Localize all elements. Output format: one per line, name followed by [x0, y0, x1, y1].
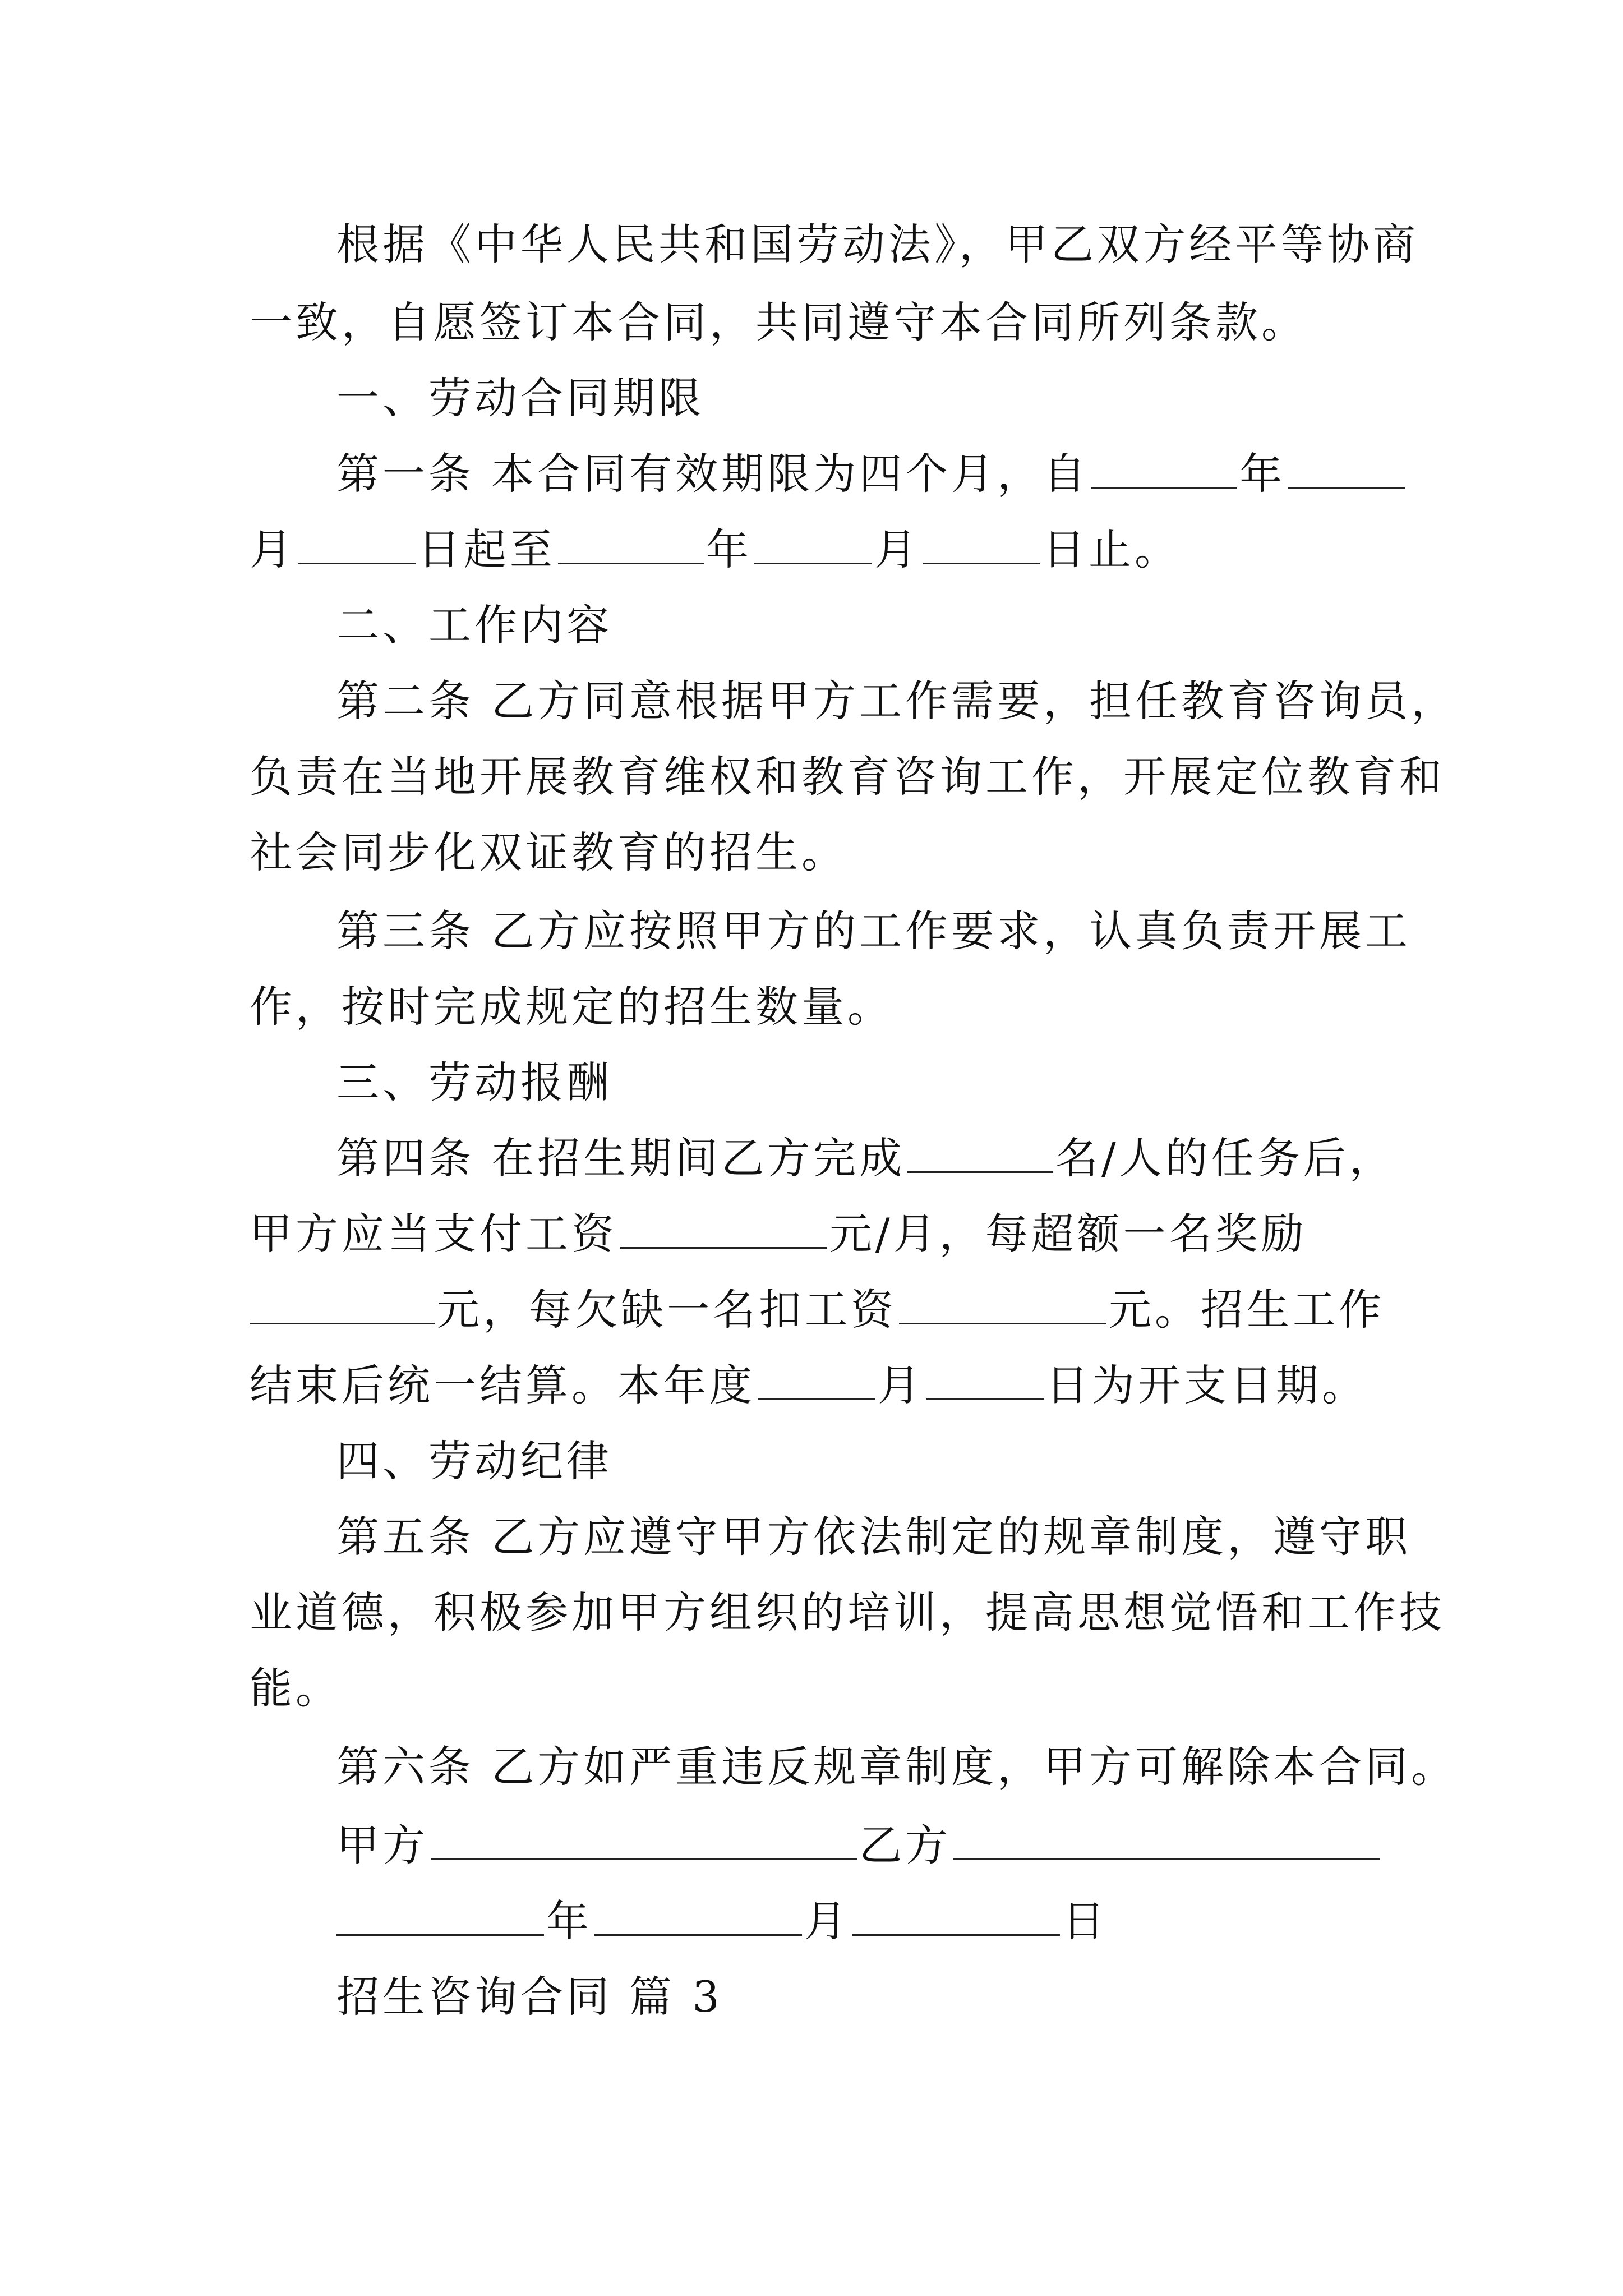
article-1-prefix: 第一条 本合同有效期限为四个月，自 [336, 449, 1090, 499]
article-1-year: 年 [1239, 449, 1286, 499]
party-b-label: 乙方 [859, 1820, 951, 1870]
article-4-bonus-label: 元/月，每超额一名奖励 [829, 1209, 1307, 1259]
article-4-line3 [250, 1282, 1388, 1338]
article-1-line2 [250, 522, 1388, 578]
article-4-line4 [250, 1358, 1388, 1414]
article-2-line2: 负责在当地开展教育维权和教育咨询工作，开展定位教育和 [250, 752, 1445, 802]
section-heading-discipline: 四、劳动纪律 [336, 1436, 612, 1486]
date-line [336, 1893, 1391, 1949]
blank-date-year [336, 1895, 544, 1936]
date-month-label: 月 [804, 1896, 850, 1946]
article-4-prefix: 第四条 在招生期间乙方完成 [336, 1133, 906, 1183]
article-5-line2: 业道德，积极参加甲方组织的培训，提高思想觉悟和工作技 [250, 1588, 1445, 1637]
blank-end-month [754, 523, 872, 564]
section-heading-work: 二、工作内容 [336, 600, 612, 650]
article-1-month: 月 [250, 524, 296, 574]
blank-date-month [594, 1895, 802, 1936]
article-4-unit: 名/人的任务后， [1055, 1133, 1395, 1183]
blank-start-month [1288, 448, 1405, 489]
article-4-line1 [336, 1130, 1395, 1186]
blank-date-day [852, 1895, 1060, 1936]
article-4-recruit-end: 元。招生工作 [1109, 1285, 1385, 1335]
blank-party-b [953, 1819, 1380, 1860]
blank-quota [907, 1132, 1053, 1173]
article-4-deduct-label: 元，每欠缺一名扣工资 [437, 1285, 897, 1335]
article-4-pay-month: 月 [878, 1360, 924, 1410]
blank-bonus [250, 1283, 435, 1324]
article-3-line1: 第三条 乙方应按照甲方的工作要求，认真负责开展工 [336, 906, 1412, 956]
date-day-label: 日 [1062, 1896, 1108, 1946]
date-year-label: 年 [546, 1896, 592, 1946]
article-2-line3: 社会同步化双证教育的招生。 [250, 827, 847, 877]
section-heading-pay: 三、劳动报酬 [336, 1057, 612, 1107]
article-1-day-from: 日起至 [418, 524, 556, 574]
article-3-line2: 作，按时完成规定的招生数量。 [250, 982, 893, 1032]
article-5-line1: 第五条 乙方应遵守甲方依法制定的规章制度，遵守职 [336, 1512, 1412, 1562]
party-a-label: 甲方 [336, 1820, 428, 1870]
article-6-line1: 第六条 乙方如严重违反规章制度，甲方可解除本合同。 [336, 1742, 1458, 1792]
article-1-month2: 月 [874, 524, 920, 574]
blank-pay-month [758, 1359, 875, 1400]
blank-party-a [431, 1819, 857, 1860]
article-1-line1 [336, 446, 1391, 502]
signature-line [336, 1818, 1391, 1874]
article-1-year2: 年 [706, 524, 752, 574]
article-5-line3: 能。 [250, 1663, 342, 1713]
article-2-line1: 第二条 乙方同意根据甲方工作需要，担任教育咨询员， [336, 676, 1458, 726]
blank-salary [620, 1208, 827, 1249]
blank-start-year [1091, 448, 1237, 489]
blank-deduction [899, 1283, 1106, 1324]
article-1-day-end: 日止。 [1043, 524, 1181, 574]
blank-end-day [923, 523, 1040, 564]
article-4-pay-day: 日为开支日期。 [1046, 1360, 1368, 1410]
article-4-salary-label: 甲方应当支付工资 [250, 1209, 617, 1259]
article-4-line2 [250, 1206, 1388, 1262]
paragraph-intro-line1: 根据《中华人民共和国劳动法》，甲乙双方经平等协商 [336, 219, 1419, 269]
next-contract-title: 招生咨询合同 篇 3 [336, 1972, 723, 2022]
blank-pay-day [926, 1359, 1044, 1400]
paragraph-intro-line2: 一致，自愿签订本合同，共同遵守本合同所列条款。 [250, 297, 1307, 347]
blank-end-year [558, 523, 704, 564]
blank-start-day [298, 523, 416, 564]
section-heading-term: 一、劳动合同期限 [336, 373, 704, 423]
article-4-settle: 结束后统一结算。本年度 [250, 1360, 755, 1410]
